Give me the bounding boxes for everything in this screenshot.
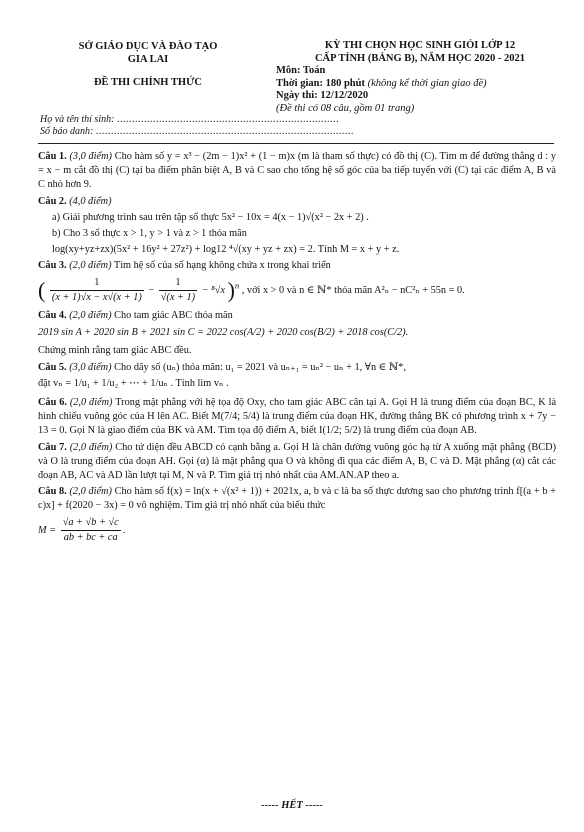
candidate-name-field: .......................................................................... [116, 114, 339, 125]
q3-close-paren: ) [227, 277, 235, 303]
header-left [48, 40, 248, 89]
q1-points: (3,0 điểm) [69, 151, 112, 162]
province-name: GIA LAI [127, 54, 169, 65]
q7-points: (2,0 điểm) [69, 441, 113, 453]
header-divider [38, 143, 554, 144]
q8-fraction [61, 516, 121, 545]
q2-part-a: a) Giải phương trình sau trên tập số thực 5x² − 10x = 4(x − 1)√(x² − 2x + 2) . [52, 211, 369, 223]
end-marker: ----- HẾT ----- [261, 800, 323, 811]
q8-points: (2,0 điểm) [69, 486, 112, 498]
q3-minus: − [148, 284, 155, 296]
q8-label: Câu 8. [38, 486, 67, 498]
q3-text: Tìm hệ số của số hạng không chứa x trong khai triển [113, 260, 331, 272]
q8-text: Cho hàm số f(x) = ln(x + √(x² + 1)) + 2021x, a, b và c là ba số thực dương sao cho phương trình f[(a + b + c)x] + f(2020 − 3x) = 0 vô nghiệm. Tìm giá trị nhỏ nhất của biểu thức [38, 486, 556, 512]
time-note: (không kể thời gian giao đề) [367, 77, 487, 89]
q2-label: Câu 2. [38, 195, 67, 207]
q3-fraction-1 [50, 276, 144, 305]
question-7 [38, 441, 556, 484]
exam-date: Ngày thi: 12/12/2020 [276, 90, 369, 101]
q6-text: Trong mặt phẳng với hệ tọa độ Oxy, cho tam giác ABC cân tại A. Gọi H là trung điểm của đoạn BC, K là hình chiếu vuông góc của H lên AC. Biết M(7/4; 5/4) là trung điểm của đoạn HK, đường thẳng BK có phương trình x + 7y − 13 = 0. Gọi N là giao điểm của BK và AM. Tìm tọa độ điểm A, biết I(1/2; 5/2) là trung điểm của đoạn AB. [38, 397, 557, 437]
q8-expression [38, 516, 556, 545]
q3-condition: , với x > 0 và n ∈ ℕ* thỏa mãn A²ₙ − nC²ₙ + 55n = 0. [241, 284, 465, 296]
q5-text-2: đặt vₙ = 1/u₁ + 1/u₂ + ⋯ + 1/uₙ . Tính lim vₙ . [38, 377, 229, 389]
official-exam-label: ĐỀ THI CHÍNH THỨC [93, 77, 203, 88]
q3-exponent: n [234, 280, 240, 291]
q7-text: Cho tứ diện đều ABCD có cạnh bằng a. Gọi H là chân đường vuông góc hạ từ A xuống mặt phẳng (BCD) và O là trung điểm của đoạn AH. Gọi (α) là mặt phẳng qua O và không đi qua các điểm A, B, C và D. Mặt phẳng (α) cắt các đoạn AB, AC và AD lần lượt tại M, N và P. Tìm giá trị nhỏ nhất của AM.AN.AP theo a. [38, 441, 557, 482]
q3-num-2: 1 [159, 276, 197, 291]
q4-label: Câu 4. [38, 310, 67, 322]
pages-note: (Đề thi có 08 câu, gồm 01 trang) [276, 102, 415, 114]
question-1 [38, 150, 556, 193]
question-4 [38, 309, 556, 323]
q4-text: Cho tam giác ABC thỏa mãn [114, 310, 233, 322]
q4-points: (2,0 điểm) [69, 310, 112, 322]
q3-expression [38, 276, 556, 305]
q6-points: (2,0 điểm) [69, 397, 113, 409]
q5-text: Cho dãy số (uₙ) thỏa mãn: u₁ = 2021 và uₙ₊₁ = uₙ² − uₙ + 1, ∀n ∈ ℕ*, [114, 361, 407, 373]
q1-text: Cho hàm số y = x³ − (2m − 1)x² + (1 − m)x (m là tham số thực) có đồ thị (C). Tìm m để đường thẳng d : y = x − m cắt đồ thị (C) tại ba điểm phân biệt A, B và C sao cho tổng hệ số góc của ba tiếp tuyến với (C) tại các điểm A, B và C nhỏ hơn 9. [38, 151, 557, 191]
candidate-id-label: Số báo danh: [40, 126, 94, 137]
header-right [270, 40, 570, 115]
question-2 [38, 195, 556, 209]
candidate-id-field: ...................................................................................... [95, 126, 354, 137]
q3-label: Câu 3. [38, 260, 67, 272]
question-6 [38, 396, 556, 439]
q5-points: (3,0 điểm) [69, 361, 112, 373]
q3-points: (2,0 điểm) [69, 260, 112, 272]
question-8 [38, 485, 556, 513]
department-name: SỞ GIÁO DỤC VÀ ĐÀO TẠO [78, 41, 218, 52]
q4-conclusion: Chứng minh rằng tam giác ABC đều. [38, 345, 192, 357]
q8-period: . [122, 524, 126, 536]
q8-denominator: ab + bc + ca [63, 531, 118, 543]
candidate-info [40, 114, 540, 138]
q2-part-b-equation: log(xy+yz+zx)(5x² + 16y² + 27z²) + log12 ⁴√(xy + yz + zx) = 2. Tính M = x + y + z. [52, 244, 400, 256]
q3-root-term: − ⁸√x [201, 284, 225, 296]
q6-label: Câu 6. [38, 397, 67, 409]
time-label: Thời gian: 180 phút [276, 77, 365, 89]
q8-m-label: M = [38, 524, 57, 536]
q7-label: Câu 7. [38, 441, 67, 453]
q2-part-b: b) Cho 3 số thực x > 1, y > 1 và z > 1 thỏa mãn [52, 228, 247, 240]
exam-subtitle: CẤP TỈNH (BẢNG B), NĂM HỌC 2020 - 2021 [314, 52, 526, 64]
exam-body [38, 150, 556, 547]
exam-title: KỲ THI CHỌN HỌC SINH GIỎI LỚP 12 [324, 40, 516, 51]
q3-open-paren: ( [38, 277, 46, 303]
q5-label: Câu 5. [38, 361, 67, 373]
q3-den-2: √(x + 1) [160, 291, 196, 303]
q4-equation: 2019 sin A + 2020 sin B + 2021 sin C = 2022 cos(A/2) + 2020 cos(B/2) + 2018 cos(C/2). [38, 327, 409, 339]
q1-label: Câu 1. [38, 151, 67, 162]
candidate-name-label: Họ và tên thí sinh: [40, 114, 115, 125]
q3-fraction-2 [159, 276, 197, 305]
question-3 [38, 259, 556, 273]
q2-points: (4,0 điểm) [69, 195, 112, 207]
question-5 [38, 361, 556, 375]
q3-den-1: (x + 1)√x − x√(x + 1) [51, 291, 142, 303]
q8-numerator: √a + √b + √c [61, 516, 121, 531]
subject-label: Môn: Toán [276, 65, 326, 76]
q3-num-1: 1 [50, 276, 144, 291]
